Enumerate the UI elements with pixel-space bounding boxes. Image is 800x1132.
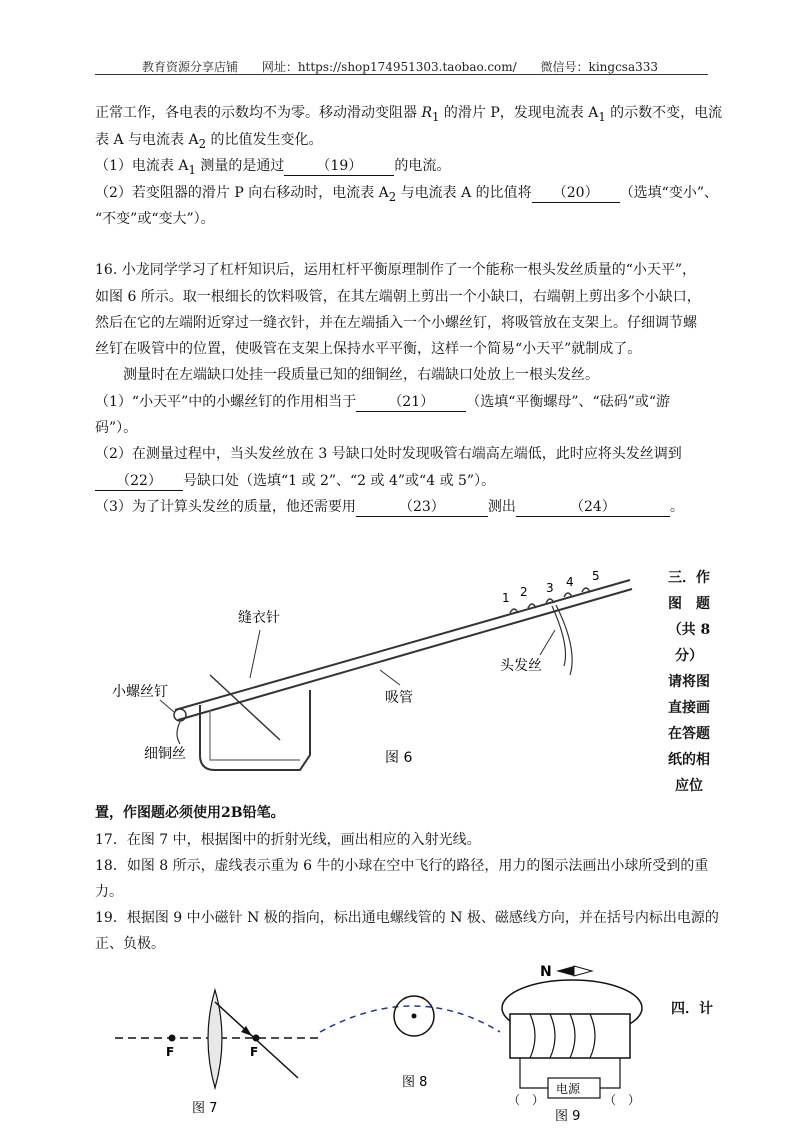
label-hair: 头发丝 — [500, 658, 542, 674]
page-header — [0, 58, 800, 75]
q16-part3: （3）为了计算头发丝的质量，他还需要用 （23） 测出 （24） 。 — [95, 499, 684, 515]
compass-needle-dark — [556, 966, 574, 976]
focus-left — [169, 1035, 176, 1042]
solenoid — [510, 1014, 630, 1058]
q15-part2-cont: “不变”或“变大”）。 — [95, 211, 215, 227]
power-source-label: 电源 — [556, 1082, 581, 1096]
q16-line5: 测量时在左端缺口处挂一段质量已知的细铜丝，右端缺口处放上一根头发丝。 — [123, 367, 599, 383]
answer-blank-20: （20） — [532, 185, 620, 203]
answer-blank-24: （24） — [516, 499, 670, 517]
q16-part2: （2）在测量过程中，当头发丝放在 3 号缺口处时发现吸管右端高左端低，此时应将头发丝调到 — [95, 446, 682, 462]
answer-blank-22: （22） — [95, 473, 183, 491]
q15-part2: （2）若变阻器的滑片 P 向右移动时，电流表 $A_2$ 与电流表 A 的比值将 （20） （选填“变小”、 — [95, 185, 719, 204]
straw-leader — [380, 670, 400, 685]
q16-line1: 16. 小龙同学学习了杠杆知识后，运用杠杆平衡原理制作了一个能称一根头发丝质量的“小天平”， — [95, 262, 697, 278]
answer-blank-19: （19） — [284, 158, 394, 176]
figure-7-caption: 图 7 — [192, 1101, 218, 1116]
ball-center — [412, 1014, 417, 1019]
notch-label-3: 3 — [546, 581, 554, 595]
figure-6-caption: 图 6 — [385, 750, 413, 766]
notch-label-1: 1 — [502, 591, 510, 605]
support-stand — [200, 690, 310, 770]
q16-part1-cont: 码”）。 — [95, 420, 138, 436]
hair-strand-1 — [552, 606, 566, 666]
screw-leader — [160, 700, 174, 712]
label-wire: 细铜丝 — [144, 746, 186, 762]
header-wechat: 微信号：kingcsa333 — [540, 60, 659, 74]
copper-wire — [177, 722, 180, 744]
ball-path — [320, 1006, 500, 1032]
compass-needle-light — [574, 966, 592, 976]
q19-line2: 正、负极。 — [95, 936, 165, 952]
figure-9-caption: 图 9 — [555, 1109, 581, 1124]
section-3-side-heading: 三．作 图 题 （共 8 分） 请将图 直接画 在答题 纸的相 应位 — [667, 570, 711, 794]
q16-part2-cont: （22） 号缺口处（选填“1 或 2”、“2 或 4”或“4 或 5”）。 — [95, 471, 715, 491]
q15-part1: （1）电流表 $A_1$ 测量的是通过 （19） 的电流。 — [95, 158, 451, 177]
needle-n-label: N — [540, 964, 552, 980]
notch-label-4: 4 — [566, 575, 574, 589]
notch-label-2: 2 — [520, 585, 528, 599]
figures-7-8-9 — [0, 960, 800, 1132]
figure-6 — [100, 560, 660, 805]
section-4-heading: 四．计 — [671, 1001, 713, 1017]
answer-blank-23: （23） — [356, 499, 488, 517]
q19-line1: 19．根据图 9 中小磁针 N 极的指向，标出通电螺线管的 N 极、磁感线方向，并在括号内标出电源的 — [95, 910, 719, 926]
q15-intro-line2: 表 A 与电流表 $A_2$ 的比值发生变化。 — [95, 132, 323, 151]
answer-blank-21: （21） — [356, 394, 466, 412]
q16-line4: 丝钉在吸管中的位置，使吸管在支架上保持水平平衡，这样一个简易“小天平”就制成了。 — [95, 341, 642, 357]
label-needle: 缝衣针 — [238, 610, 280, 626]
q18-line2: 力。 — [95, 884, 123, 900]
q18-line1: 18．如图 8 所示，虚线表示重为 6 牛的小球在空中飞行的路径，用力的图示法画出小球所受到的重 — [95, 858, 709, 874]
section-3-note: 置，作图题必须使用2B铅笔。 — [95, 805, 285, 821]
q16-line2: 如图 6 所示。取一根细长的饮料吸管，在其左端朝上剪出一个小缺口，右端朝上剪出多个小缺口， — [95, 289, 701, 305]
q16-line3: 然后在它的左端附近穿过一缝衣针，并在左端插入一个小螺丝钉，将吸管放在支架上。仔细调节螺 — [95, 315, 697, 331]
focus-label-left: F — [166, 1045, 175, 1059]
refracted-ray — [215, 1002, 298, 1078]
notch-label-5: 5 — [592, 569, 600, 583]
focus-label-right: F — [250, 1045, 259, 1059]
q16-part1: （1）“小天平”中的小螺丝钉的作用相当于 （21） （选填“平衡螺母”、“砝码”或“游 — [95, 394, 671, 410]
label-straw: 吸管 — [385, 690, 413, 706]
convex-lens — [208, 990, 222, 1088]
label-screw: 小螺丝钉 — [112, 684, 168, 700]
bracket-right: （ ） — [604, 1093, 641, 1107]
header-url: 网址：https://shop174951303.taobao.com/ — [261, 60, 517, 74]
q17: 17．在图 7 中，根据图中的折射光线，画出相应的入射光线。 — [95, 832, 481, 848]
q15-intro-line1: 正常工作，各电表的示数均不为零。移动滑动变阻器 $R_1$ 的滑片 P，发现电流表 $A_1$ 的示数不变，电流 — [95, 105, 723, 124]
bracket-left: （ ） — [508, 1093, 545, 1107]
needle-leader — [250, 630, 260, 678]
hair-leader — [540, 630, 555, 655]
header-rule — [95, 74, 708, 75]
header-shop: 教育资源分享店铺 — [141, 60, 238, 74]
figure-8-caption: 图 8 — [402, 1075, 428, 1090]
